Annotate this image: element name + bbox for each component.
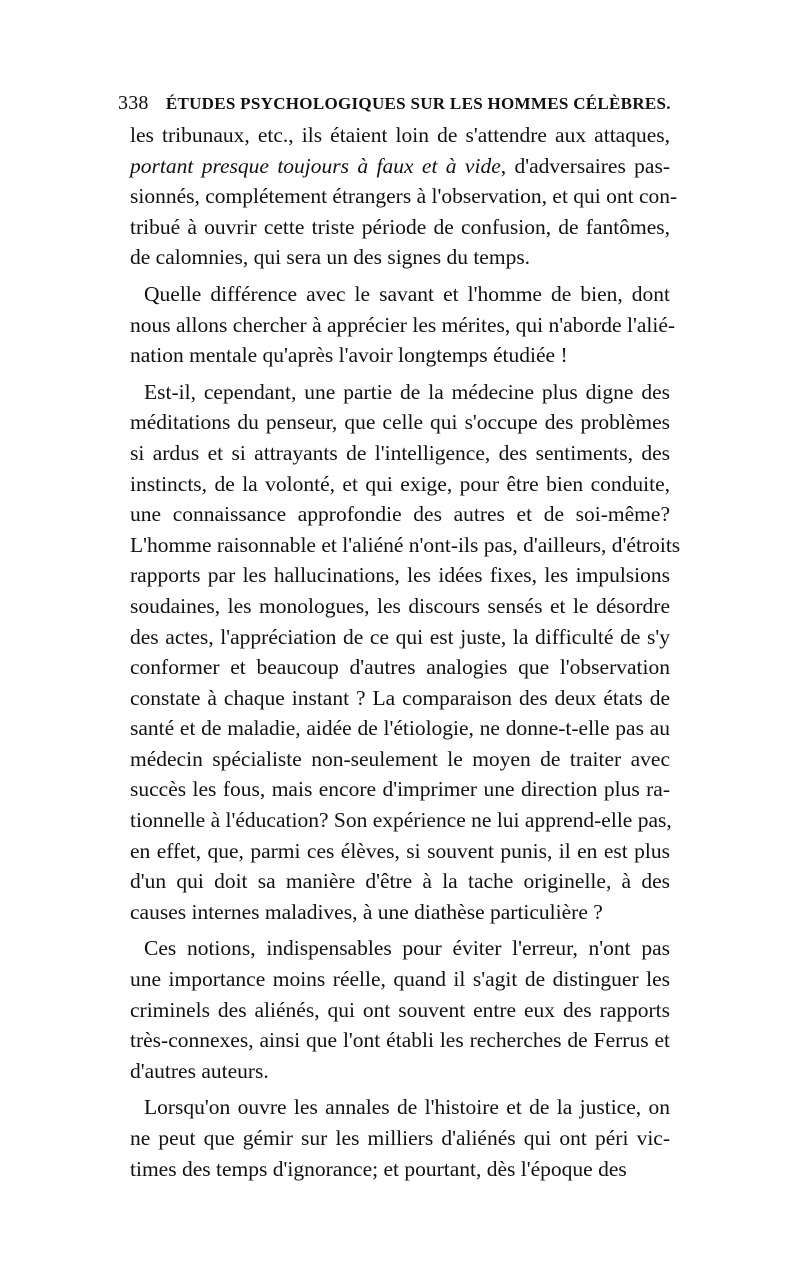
paragraph bbox=[130, 279, 676, 371]
text-line: si ardus et si attrayants de l'intelligence, des sentiments, des bbox=[130, 440, 670, 465]
text-line: criminels des aliénés, qui ont souvent entre eux des rapports bbox=[130, 997, 670, 1022]
text-line bbox=[130, 151, 670, 182]
text-line: constate à chaque instant ? La comparaison des deux états de bbox=[130, 685, 670, 710]
text-line: Ces notions, indispensables pour éviter l'erreur, n'ont pas bbox=[144, 936, 670, 961]
page-number: 338 bbox=[118, 92, 149, 114]
text-line: de calomnies, qui sera un des signes du temps. bbox=[130, 245, 531, 270]
running-head bbox=[118, 92, 678, 115]
text-line: une connaissance approfondie des autres et de soi-même? bbox=[130, 502, 670, 527]
text-line: nous allons chercher à apprécier les mérites, qui n'aborde l'alié- bbox=[130, 312, 676, 337]
text-line: tionnelle à l'éducation? Son expérience ne lui apprend-elle pas, bbox=[130, 808, 672, 833]
text-line: d'un qui doit sa manière d'être à la tache originelle, à des bbox=[130, 869, 670, 894]
text-line: méditations du penseur, que celle qui s'occupe des problèmes bbox=[130, 410, 670, 435]
text-line: causes internes maladives, à une diathèse particulière ? bbox=[130, 899, 603, 924]
text-line: instincts, de la volonté, et qui exige, pour être bien conduite, bbox=[130, 471, 670, 496]
text-line: nation mentale qu'après l'avoir longtemps étudiée ! bbox=[130, 343, 568, 368]
text-line: une importance moins réelle, quand il s'agit de distinguer les bbox=[130, 967, 670, 992]
paragraph bbox=[130, 1092, 670, 1184]
text-line: les tribunaux, etc., ils étaient loin de s'attendre aux attaques, bbox=[130, 123, 670, 147]
text-line: times des temps d'ignorance; et pourtant, dès l'époque des bbox=[130, 1156, 627, 1181]
text-line: succès les fous, mais encore d'imprimer une direction plus ra- bbox=[130, 777, 670, 802]
text-line: tribué à ouvrir cette triste période de confusion, de fantômes, bbox=[130, 214, 670, 239]
italic-phrase: portant presque toujours à faux et à vide bbox=[130, 153, 501, 178]
text-line: très-connexes, ainsi que l'ont établi les recherches de Ferrus et bbox=[130, 1028, 670, 1053]
text-line: Est-il, cependant, une partie de la médecine plus digne des bbox=[144, 379, 670, 404]
text-line: médecin spécialiste non-seulement le moyen de traiter avec bbox=[130, 746, 670, 771]
text-line: soudaines, les monologues, les discours sensés et le désordre bbox=[130, 593, 670, 618]
text-line: ne peut que gémir sur les milliers d'aliénés qui ont péri vic- bbox=[130, 1126, 670, 1150]
text-line: L'homme raisonnable et l'aliéné n'ont-ils pas, d'ailleurs, d'étroits bbox=[130, 532, 681, 557]
body-text bbox=[130, 120, 681, 1184]
text-line: en effet, que, parmi ces élèves, si souvent punis, il en est plus bbox=[130, 838, 670, 863]
text-line: Quelle différence avec le savant et l'homme de bien, dont bbox=[144, 281, 670, 306]
text-line: conformer et beaucoup d'autres analogies que l'observation bbox=[130, 655, 670, 680]
text-run: , d'adversaires pas- bbox=[500, 153, 670, 178]
text-line: d'autres auteurs. bbox=[130, 1058, 269, 1083]
text-line: des actes, l'appréciation de ce qui est juste, la difficulté de s'y bbox=[130, 624, 670, 649]
paragraph bbox=[130, 933, 670, 1086]
text-line: sionnés, complétement étrangers à l'observation, et qui ont con- bbox=[130, 184, 678, 209]
paragraph bbox=[130, 377, 681, 928]
text-line: rapports par les hallucinations, les idées fixes, les impulsions bbox=[130, 563, 670, 588]
running-title: ÉTUDES PSYCHOLOGIQUES SUR LES HOMMES CÉLÈBRES. bbox=[165, 94, 671, 113]
text-line: Lorsqu'on ouvre les annales de l'histoire et de la justice, on bbox=[144, 1095, 670, 1120]
paragraph bbox=[130, 120, 678, 273]
text-line: santé et de maladie, aidée de l'étiologie, ne donne-t-elle pas au bbox=[130, 716, 670, 741]
